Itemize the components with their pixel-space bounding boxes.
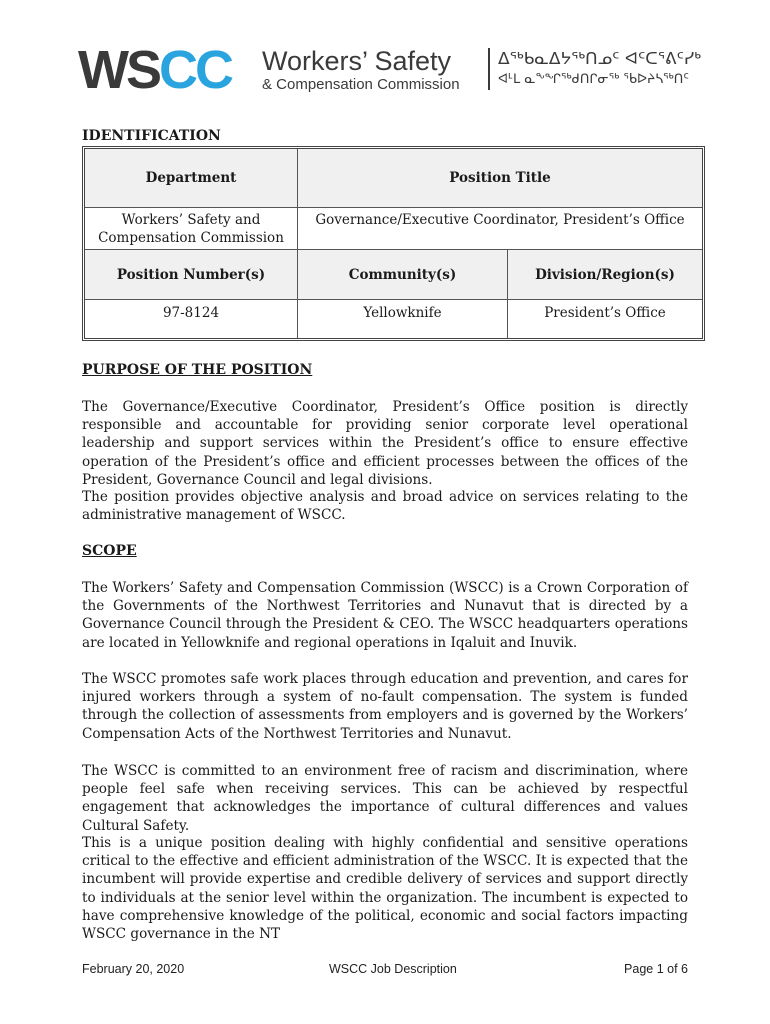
logo-syllabics-name (498, 48, 701, 90)
position-number-value: 97-8124 (85, 300, 298, 338)
logo-divider (488, 48, 490, 90)
position-title-value: Governance/Executive Coordinator, President’s Office (298, 208, 702, 250)
scope-paragraph-3: The WSCC is committed to an environment free of racism and discrimination, where people feel safe when receiving services. This can be achieved by respectful engagement that acknowledges the importance of cultural differences and values Cultural Safety. (82, 763, 688, 834)
logo-syllabics-line2: ᐊᒻᒪ ᓇᖕᖏᖅᑯᑎᒋᓂᖅ ᖃᐅᔨᓴᖅᑎᑦ (498, 72, 689, 87)
purpose-paragraph-2: The position provides objective analysis and broad advice on services relating to the administrative management of WSCC. (82, 489, 688, 524)
footer-date: February 20, 2020 (82, 962, 185, 976)
purpose-heading: PURPOSE OF THE POSITION (82, 362, 313, 378)
logo-line1: Workers’ Safety (262, 46, 452, 76)
position-number-label: Position Number(s) (85, 250, 298, 300)
logo-syllabics-line1: ᐃᖅᑲᓇᐃᔭᖅᑎᓄᑦ ᐊᑦᑕᕐᕕᑦᓯᒃ (498, 49, 701, 69)
community-value: Yellowknife (298, 300, 508, 338)
logo-mark-cc: CC (159, 40, 231, 100)
footer-title: WSCC Job Description (329, 962, 457, 976)
logo-mark-ws: WS (78, 40, 159, 100)
logo-english-name (262, 46, 460, 94)
division-label: Division/Region(s) (508, 250, 702, 300)
logo-line2: & Compensation Commission (262, 76, 460, 93)
scope-paragraph-1: The Workers’ Safety and Compensation Commission (WSCC) is a Crown Corporation of the Governments of the Northwest Territories and Nunavut that is directed by a Governance Council through the President & CEO. The WSCC headquarters operations are located in Yellowknife and regional operations in Iqaluit and Inuvik. (82, 580, 688, 651)
scope-paragraph-4: This is a unique position dealing with highly confidential and sensitive operations critical to the effective and efficient administration of the WSCC. It is expected that the incumbent will provide expertise and credible delivery of services and support directly to individuals at the senior level within the organization. The incumbent is expected to have comprehensive knowledge of the political, economic and social factors impacting WSCC governance in the NT (82, 835, 688, 943)
scope-paragraph-2: The WSCC promotes safe work places through education and prevention, and cares for injured workers through a system of no-fault compensation. The system is funded through the collection of assessments from employers and is governed by the Workers’ Compensation Acts of the Northwest Territories and Nunavut. (82, 671, 688, 742)
scope-heading: SCOPE (82, 543, 137, 559)
wscc-logo-mark (78, 42, 231, 98)
identification-heading: IDENTIFICATION (82, 128, 221, 144)
identification-table (82, 146, 705, 341)
wscc-logo (78, 42, 718, 98)
division-value: President’s Office (544, 305, 666, 321)
position-title-label: Position Title (298, 149, 702, 208)
purpose-paragraph-1: The Governance/Executive Coordinator, President’s Office position is directly responsible and accountable for providing senior corporate level operational leadership and support services within the President’s office to ensure effective operation of the President’s office and efficient processes between the offices of the President, Governance Council and legal divisions. (82, 399, 688, 488)
department-label: Department (85, 149, 298, 208)
community-label: Community(s) (298, 250, 508, 300)
department-value: Workers’ Safety and Compensation Commission (85, 208, 298, 250)
footer-page-number: Page 1 of 6 (624, 962, 688, 976)
